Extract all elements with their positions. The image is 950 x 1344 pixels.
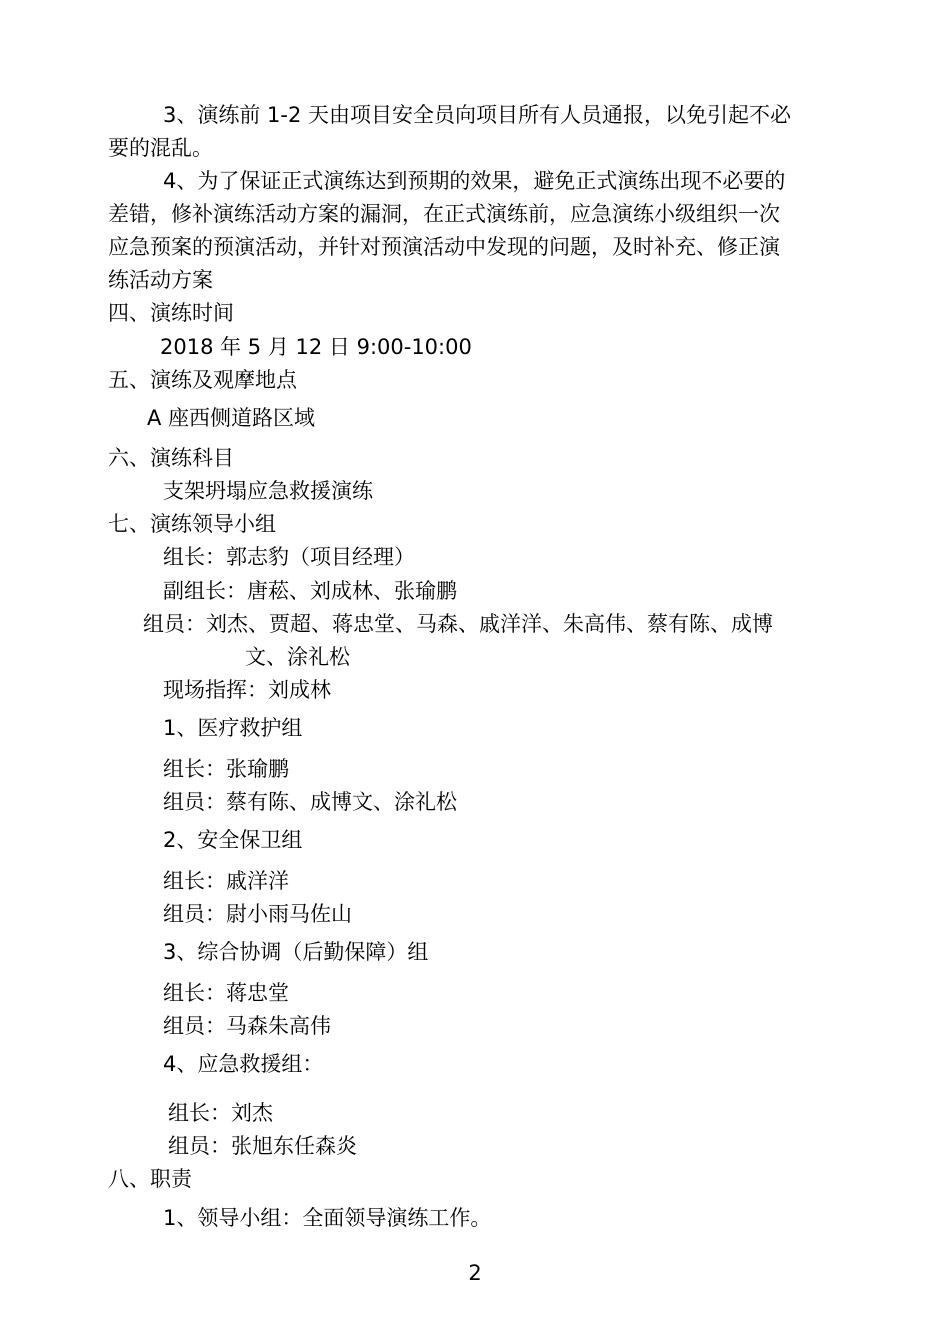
group-members: 组员：尉小雨马佐山 [163, 902, 352, 926]
section7-heading: 七、演练领导小组 [108, 512, 276, 536]
group-leader: 组长：张瑜鹏 [163, 757, 289, 781]
members-line1: 组员：刘杰、贾超、蒋忠堂、马森、戚洋洋、朱高伟、蔡有陈、成博 [143, 612, 773, 636]
group-leader: 组长：刘杰 [168, 1101, 273, 1125]
section4-content: 2018 年 5 月 12 日 9:00-10:00 [160, 335, 472, 359]
group-members: 组员：马森朱高伟 [163, 1014, 331, 1038]
group-name: 4、应急救援组： [163, 1052, 324, 1076]
members-line2: 文、涂礼松 [245, 645, 350, 669]
section4-heading: 四、演练时间 [108, 301, 234, 325]
group-leader: 组长：戚洋洋 [163, 869, 289, 893]
item4-line2: 差错，修补演练活动方案的漏洞，在正式演练前，应急演练小级组织一次 [108, 202, 780, 226]
group-name: 2、安全保卫组 [163, 828, 303, 852]
section5-heading: 五、演练及观摩地点 [108, 368, 297, 392]
page-number: 2 [468, 1261, 482, 1285]
onsite-command: 现场指挥：刘成林 [163, 678, 331, 702]
group-members: 组员：张旭东任森炎 [168, 1134, 357, 1158]
leader-line: 组长：郭志豹（项目经理） [163, 545, 415, 569]
deputy-line: 副组长：唐菘、刘成林、张瑜鹏 [163, 579, 457, 603]
group-name: 1、医疗救护组 [163, 716, 303, 740]
item4-line1: 4、为了保证正式演练达到预期的效果，避免正式演练出现不必要的 [163, 169, 786, 193]
section6-content: 支架坍塌应急救援演练 [163, 479, 373, 503]
item3-line2: 要的混乱。 [108, 136, 213, 160]
item3-line1: 3、演练前 1-2 天由项目安全员向项目所有人员通报，以免引起不必 [163, 103, 792, 127]
section6-heading: 六、演练科目 [108, 446, 234, 470]
item4-line3: 应急预案的预演活动，并针对预演活动中发现的问题，及时补充、修正演 [108, 235, 780, 259]
group-leader: 组长：蒋忠堂 [163, 981, 289, 1005]
group-name: 3、综合协调（后勤保障）组 [163, 940, 429, 964]
group-members: 组员：蔡有陈、成博文、涂礼松 [163, 790, 457, 814]
section8-heading: 八、职责 [108, 1167, 192, 1191]
item4-line4: 练活动方案 [108, 268, 213, 292]
section5-content: A 座西侧道路区域 [147, 406, 316, 430]
section8-item1: 1、领导小组：全面领导演练工作。 [163, 1206, 492, 1230]
